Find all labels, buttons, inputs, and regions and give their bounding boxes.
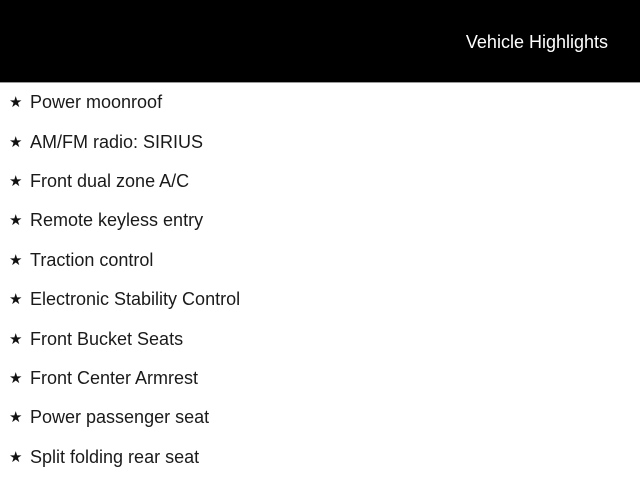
star-icon: ★ (9, 93, 23, 112)
feature-label: Front Bucket Seats (30, 328, 184, 349)
feature-label: Remote keyless entry (30, 210, 204, 231)
feature-label: Power moonroof (30, 92, 163, 113)
star-icon: ★ (9, 250, 23, 269)
star-icon: ★ (9, 329, 23, 348)
star-icon: ★ (9, 290, 23, 309)
feature-item (0, 162, 640, 201)
feature-item (0, 319, 640, 358)
feature-item (0, 83, 640, 122)
feature-item (0, 438, 640, 477)
star-icon: ★ (9, 171, 23, 190)
feature-item (0, 280, 640, 319)
feature-label: Electronic Stability Control (30, 289, 241, 310)
header-bar (0, 0, 640, 83)
feature-label: Traction control (30, 249, 154, 270)
star-icon: ★ (9, 132, 23, 151)
star-icon: ★ (9, 368, 23, 387)
feature-item (0, 122, 640, 161)
feature-label: Split folding rear seat (30, 446, 200, 467)
vehicle-highlights-list (0, 83, 640, 477)
feature-label: AM/FM radio: SIRIUS (30, 131, 204, 152)
star-icon: ★ (9, 211, 23, 230)
feature-label: Power passenger seat (30, 407, 210, 428)
page-title: Vehicle Highlights (465, 32, 608, 52)
star-icon: ★ (9, 408, 23, 427)
feature-item (0, 359, 640, 398)
feature-label: Front dual zone A/C (30, 170, 190, 191)
feature-label: Front Center Armrest (30, 367, 199, 388)
feature-item (0, 398, 640, 437)
star-icon: ★ (9, 447, 23, 466)
feature-item (0, 241, 640, 280)
feature-item (0, 201, 640, 240)
